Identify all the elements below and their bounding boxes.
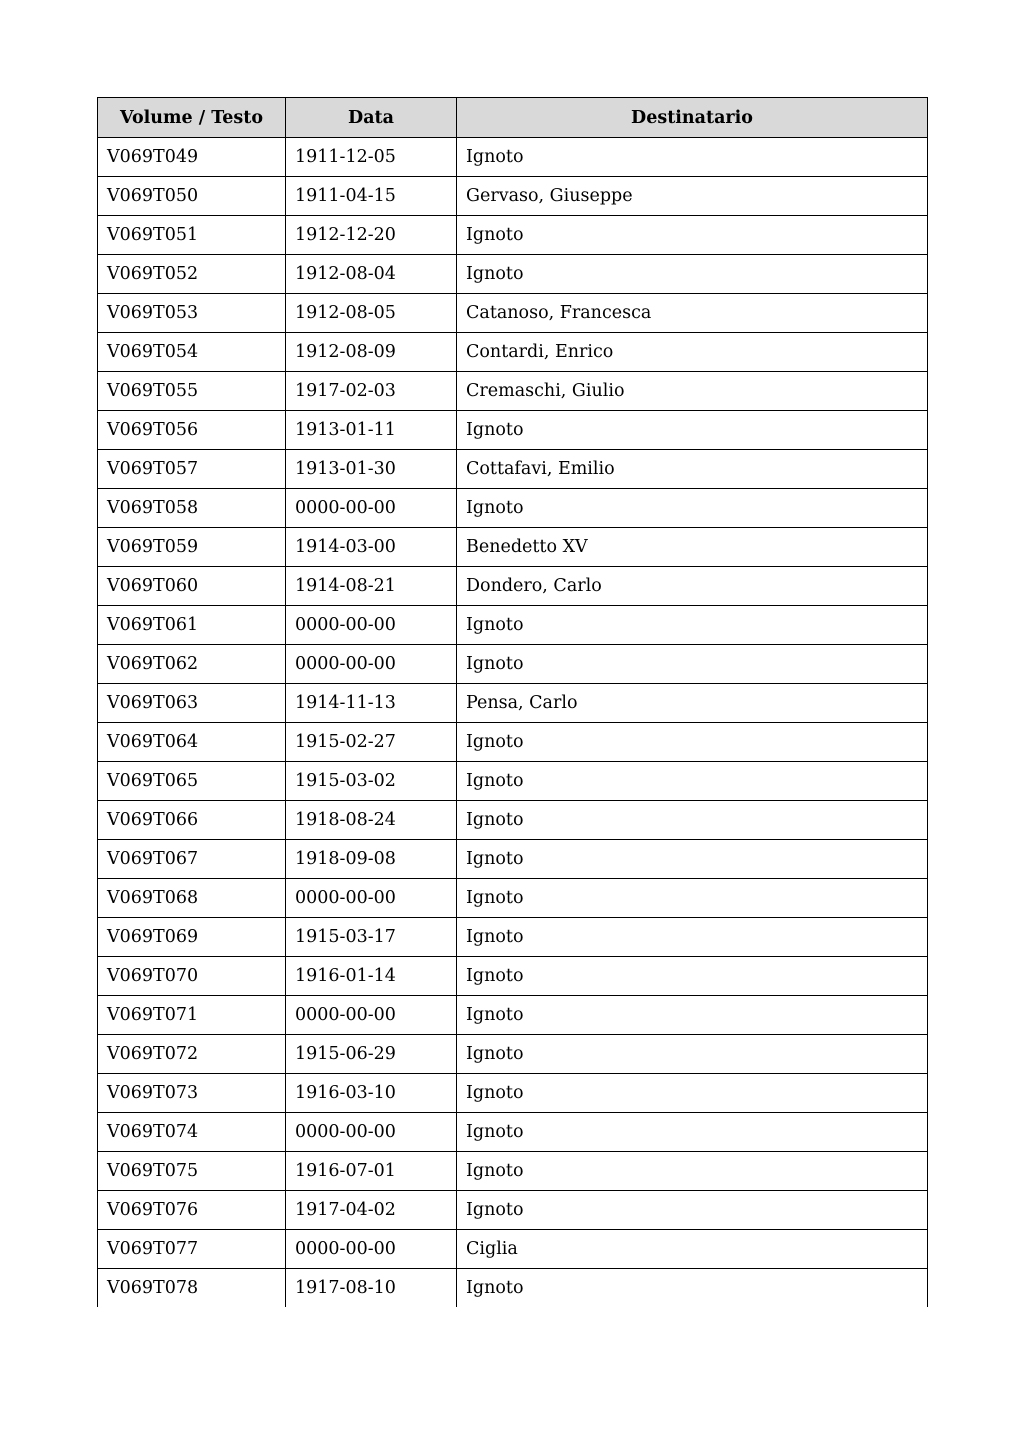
- cell-destinatario: Contardi, Enrico: [457, 333, 928, 372]
- cell-destinatario: Ignoto: [457, 1152, 928, 1191]
- cell-destinatario: Dondero, Carlo: [457, 567, 928, 606]
- cell-data: 1912-08-04: [286, 255, 457, 294]
- table-row: [98, 294, 928, 333]
- column-header-data: Data: [286, 98, 457, 138]
- cell-data: 0000-00-00: [286, 879, 457, 918]
- cell-volume-testo: V069T057: [98, 450, 286, 489]
- table-row: [98, 177, 928, 216]
- cell-data: 1917-04-02: [286, 1191, 457, 1230]
- cell-data: 0000-00-00: [286, 489, 457, 528]
- cell-volume-testo: V069T058: [98, 489, 286, 528]
- table-row: [98, 1269, 928, 1308]
- cell-data: 1912-08-09: [286, 333, 457, 372]
- cell-volume-testo: V069T066: [98, 801, 286, 840]
- cell-destinatario: Ignoto: [457, 138, 928, 177]
- cell-data: 1911-04-15: [286, 177, 457, 216]
- table-body: [98, 138, 928, 1308]
- cell-volume-testo: V069T049: [98, 138, 286, 177]
- cell-volume-testo: V069T062: [98, 645, 286, 684]
- cell-volume-testo: V069T061: [98, 606, 286, 645]
- cell-volume-testo: V069T070: [98, 957, 286, 996]
- table-row: [98, 684, 928, 723]
- cell-volume-testo: V069T078: [98, 1269, 286, 1308]
- cell-data: 0000-00-00: [286, 606, 457, 645]
- table-row: [98, 606, 928, 645]
- cell-destinatario: Benedetto XV: [457, 528, 928, 567]
- cell-volume-testo: V069T065: [98, 762, 286, 801]
- table-row: [98, 879, 928, 918]
- cell-volume-testo: V069T077: [98, 1230, 286, 1269]
- cell-destinatario: Ignoto: [457, 1035, 928, 1074]
- cell-data: 1915-03-17: [286, 918, 457, 957]
- cell-volume-testo: V069T060: [98, 567, 286, 606]
- cell-destinatario: Ignoto: [457, 1074, 928, 1113]
- table-row: [98, 918, 928, 957]
- cell-destinatario: Ignoto: [457, 918, 928, 957]
- cell-volume-testo: V069T072: [98, 1035, 286, 1074]
- cell-volume-testo: V069T059: [98, 528, 286, 567]
- cell-destinatario: Ignoto: [457, 1269, 928, 1308]
- cell-destinatario: Ciglia: [457, 1230, 928, 1269]
- cell-destinatario: Pensa, Carlo: [457, 684, 928, 723]
- cell-volume-testo: V069T069: [98, 918, 286, 957]
- cell-volume-testo: V069T073: [98, 1074, 286, 1113]
- column-header-destinatario: Destinatario: [457, 98, 928, 138]
- cell-volume-testo: V069T071: [98, 996, 286, 1035]
- cell-volume-testo: V069T063: [98, 684, 286, 723]
- table-row: [98, 840, 928, 879]
- cell-data: 1911-12-05: [286, 138, 457, 177]
- cell-destinatario: Ignoto: [457, 840, 928, 879]
- table-row: [98, 1035, 928, 1074]
- cell-data: 1914-03-00: [286, 528, 457, 567]
- cell-destinatario: Ignoto: [457, 996, 928, 1035]
- cell-destinatario: Ignoto: [457, 489, 928, 528]
- cell-data: 1916-07-01: [286, 1152, 457, 1191]
- cell-destinatario: Ignoto: [457, 216, 928, 255]
- cell-data: 1917-08-10: [286, 1269, 457, 1308]
- cell-data: 1916-03-10: [286, 1074, 457, 1113]
- table-row: [98, 450, 928, 489]
- table-row: [98, 801, 928, 840]
- cell-data: 1918-09-08: [286, 840, 457, 879]
- cell-volume-testo: V069T053: [98, 294, 286, 333]
- table-row: [98, 489, 928, 528]
- cell-destinatario: Ignoto: [457, 879, 928, 918]
- cell-data: 0000-00-00: [286, 1230, 457, 1269]
- cell-data: 1914-11-13: [286, 684, 457, 723]
- table-row: [98, 138, 928, 177]
- cell-destinatario: Ignoto: [457, 762, 928, 801]
- cell-destinatario: Ignoto: [457, 1191, 928, 1230]
- cell-volume-testo: V069T068: [98, 879, 286, 918]
- cell-volume-testo: V069T050: [98, 177, 286, 216]
- table-row: [98, 1074, 928, 1113]
- table-row: [98, 957, 928, 996]
- cell-data: 1912-12-20: [286, 216, 457, 255]
- column-header-volume-testo: Volume / Testo: [98, 98, 286, 138]
- cell-data: 1914-08-21: [286, 567, 457, 606]
- cell-destinatario: Ignoto: [457, 1113, 928, 1152]
- cell-data: 1915-06-29: [286, 1035, 457, 1074]
- cell-volume-testo: V069T052: [98, 255, 286, 294]
- table-row: [98, 255, 928, 294]
- cell-data: 1915-03-02: [286, 762, 457, 801]
- cell-volume-testo: V069T074: [98, 1113, 286, 1152]
- table-row: [98, 1152, 928, 1191]
- table-row: [98, 372, 928, 411]
- table-row: [98, 411, 928, 450]
- cell-data: 1913-01-11: [286, 411, 457, 450]
- cell-data: 1915-02-27: [286, 723, 457, 762]
- cell-volume-testo: V069T055: [98, 372, 286, 411]
- cell-volume-testo: V069T075: [98, 1152, 286, 1191]
- cell-data: 1917-02-03: [286, 372, 457, 411]
- cell-volume-testo: V069T067: [98, 840, 286, 879]
- cell-volume-testo: V069T076: [98, 1191, 286, 1230]
- cell-destinatario: Ignoto: [457, 723, 928, 762]
- table-row: [98, 1191, 928, 1230]
- table-row: [98, 1113, 928, 1152]
- cell-destinatario: Ignoto: [457, 255, 928, 294]
- cell-data: 1916-01-14: [286, 957, 457, 996]
- cell-destinatario: Gervaso, Giuseppe: [457, 177, 928, 216]
- table-header-row: [98, 98, 928, 138]
- cell-data: 0000-00-00: [286, 996, 457, 1035]
- table-row: [98, 762, 928, 801]
- cell-destinatario: Ignoto: [457, 606, 928, 645]
- cell-volume-testo: V069T064: [98, 723, 286, 762]
- table-row: [98, 528, 928, 567]
- cell-data: 0000-00-00: [286, 1113, 457, 1152]
- table-row: [98, 567, 928, 606]
- cell-data: 1912-08-05: [286, 294, 457, 333]
- cell-destinatario: Cremaschi, Giulio: [457, 372, 928, 411]
- cell-destinatario: Catanoso, Francesca: [457, 294, 928, 333]
- cell-destinatario: Ignoto: [457, 645, 928, 684]
- cell-volume-testo: V069T056: [98, 411, 286, 450]
- cell-destinatario: Cottafavi, Emilio: [457, 450, 928, 489]
- table-row: [98, 333, 928, 372]
- table-row: [98, 216, 928, 255]
- table-row: [98, 723, 928, 762]
- cell-destinatario: Ignoto: [457, 957, 928, 996]
- table-row: [98, 645, 928, 684]
- table-row: [98, 996, 928, 1035]
- cell-volume-testo: V069T051: [98, 216, 286, 255]
- cell-destinatario: Ignoto: [457, 411, 928, 450]
- cell-data: 1918-08-24: [286, 801, 457, 840]
- table-row: [98, 1230, 928, 1269]
- cell-destinatario: Ignoto: [457, 801, 928, 840]
- cell-volume-testo: V069T054: [98, 333, 286, 372]
- cell-data: 0000-00-00: [286, 645, 457, 684]
- cell-data: 1913-01-30: [286, 450, 457, 489]
- letters-table: [97, 97, 928, 1307]
